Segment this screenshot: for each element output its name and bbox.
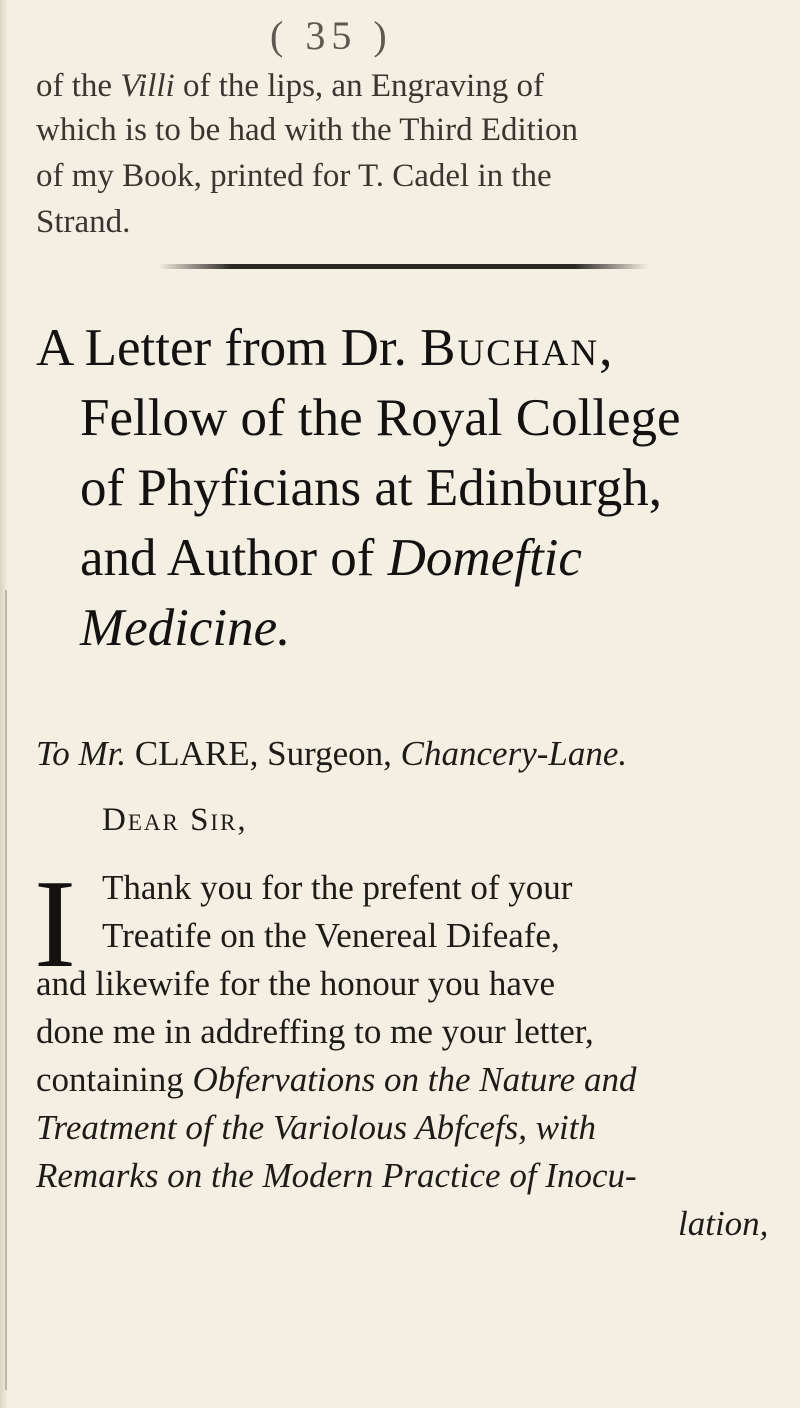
section-rule xyxy=(158,264,648,269)
heading-line-4 xyxy=(80,528,582,588)
heading-line-5 xyxy=(80,598,290,658)
heading-line-4-pre: and Author of xyxy=(80,529,388,587)
address-to: To Mr. xyxy=(36,734,127,773)
author-name: Buchan xyxy=(420,319,600,377)
letter-line-5-pre: containing xyxy=(36,1060,193,1099)
binding-line xyxy=(5,590,7,1390)
heading-line-3: of Phyficians at Edinburgh, xyxy=(80,459,662,517)
intro-line-1 xyxy=(36,68,544,105)
intro-line-3: of my Book, printed for T. Cadel in the xyxy=(36,158,552,194)
address-place: Chancery-Lane. xyxy=(400,734,628,773)
letter-line-8-italic: lation, xyxy=(678,1204,769,1243)
salutation: Dear Sir, xyxy=(102,802,248,838)
intro-line-1-italic: Villi xyxy=(120,68,175,104)
book-title: Domeftic xyxy=(387,529,582,587)
heading-line-1-post: , xyxy=(599,319,613,377)
letter-line-3: and likewife for the honour you have xyxy=(36,964,556,1003)
letter-line-5-italic: Obfervations on the Nature and xyxy=(192,1060,637,1099)
book-title-cont: Medicine. xyxy=(80,599,291,657)
intro-line-4: Strand. xyxy=(36,204,131,240)
letter-line-7-italic: Remarks on the Modern Practice of Inocu- xyxy=(36,1156,637,1195)
letter-line-2: Treatife on the Venereal Difeafe, xyxy=(102,916,560,955)
letter-line-6 xyxy=(36,1108,596,1148)
drop-cap: I xyxy=(34,855,76,994)
letter-line-7 xyxy=(36,1156,637,1196)
intro-line-2: which is to be had with the Third Edition xyxy=(36,112,578,148)
page-number: ( 35 ) xyxy=(270,13,393,58)
address-name: CLARE, Surgeon, xyxy=(126,734,401,773)
intro-line-1-post: of the lips, an Engraving of xyxy=(174,68,545,104)
letter-line-6-italic: Treatment of the Variolous Abfcefs, with xyxy=(36,1108,596,1147)
address-line xyxy=(36,734,627,774)
heading-line-1 xyxy=(36,318,612,378)
letter-line-1: Thank you for the prefent of your xyxy=(102,868,573,907)
heading-line-1-pre: A Letter from Dr. xyxy=(36,319,421,377)
letter-line-8 xyxy=(678,1204,768,1244)
letter-line-4: done me in addreffing to me your letter, xyxy=(36,1012,594,1051)
letter-line-5 xyxy=(36,1060,636,1100)
intro-line-1-pre: of the xyxy=(36,68,121,104)
heading-line-2: Fellow of the Royal College xyxy=(80,389,681,447)
